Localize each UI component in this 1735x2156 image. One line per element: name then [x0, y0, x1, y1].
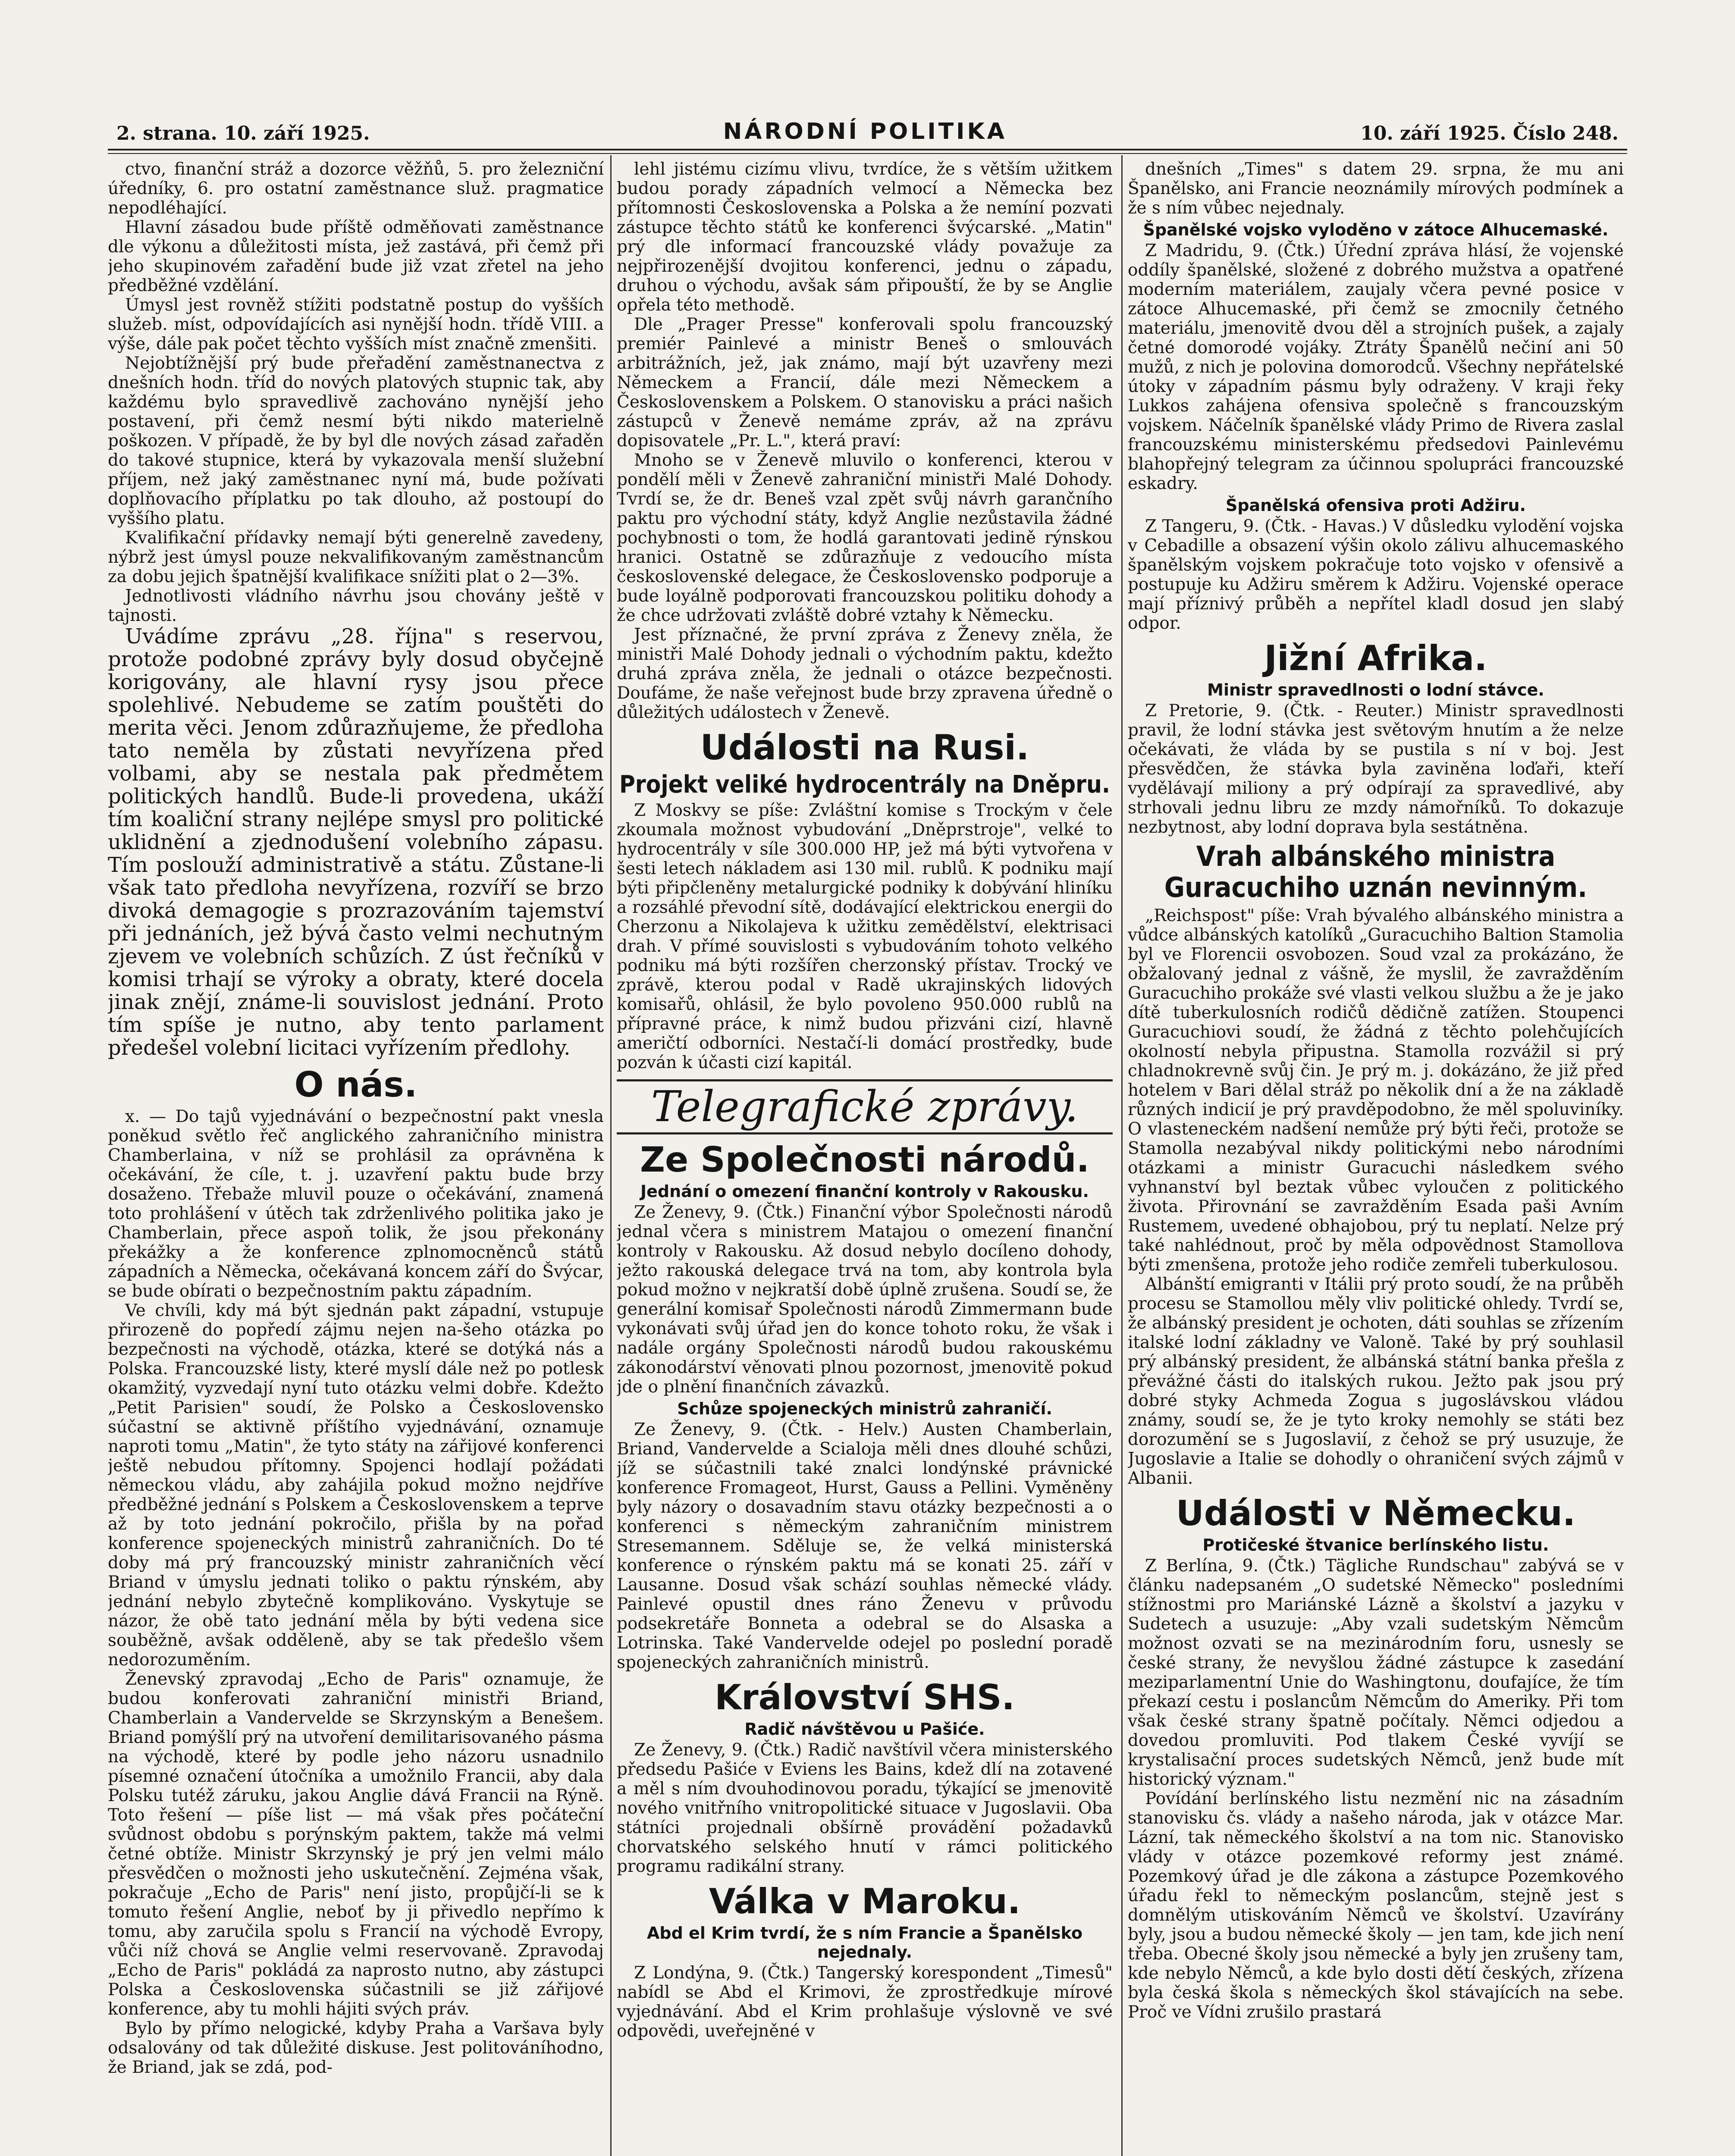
article-paragraph: Nejobtížnější prý bude přeřadění zaměstnanectva z dnešních hodn. tříd do nových platových stupnic tak, aby každému bylo spravedlivě zachováno nynější jeho postavení, při čemž nesmí býti nikdo materielně poškozen. V případě, že by byl dle nových zásad zařaděn do takové stupnice, která by vykazovala menší služební příjem, než jaký zaměstnanec nyní má, bude požívati doplňovacího příplatku po tak dlouho, až postoupí do vyššího platu.: [108, 354, 604, 528]
article-paragraph: Albánští emigranti v Itálii prý proto soudí, že na průběh procesu se Stamollou měly vliv politické ohledy. Tvrdí se, že albánský president je ochoten, dáti souhlas se zřízením italské lodní základny ve Valoně. Také by prý souhlasil prý albánský president, že albánská státní banka přešla z převážné části do italských rukou. Ježto pak jsou prý dobré styky Achmeda Zogua s jugoslávskou vládou známy, soudí se, že je tyto kroky nemohly se státi bez dorozumění se s Jugoslavií, z čehož se prý usuzuje, že Jugoslavie a Italie se dohodly o ohraničení svých zájmů v Albanii.: [1128, 1275, 1624, 1488]
article-paragraph: Z Tangeru, 9. (Čtk. - Havas.) V důsledku vylodění vojska v Cebadille a obsazení výšin okolo zálivu alhucemaského španělským vojskem pokračuje toto vojsko v ofensivě a postupuje ku Adžiru směrem k Adžiru. Vojenské operace mají příznivý průběh a nepřítel kladl dosud jen slabý odpor.: [1128, 517, 1624, 633]
article-paragraph: „Reichspost" píše: Vrah bývalého albánského ministra a vůdce albánských katolíků „Guracuchiho Baltion Stamolia byl ve Florencii osvobozen. Soud vzal za prokázáno, že obžalovaný jednal z vášně, že myslil, že zavražděním Guracuchiho prokáže své vlasti velkou službu a že je jako dítě tuberkulosních rodičů dědičně zatížen. Stoupenci Guracuchiovi soudí, že žádná z těchto polehčujících okolností nebyla připustna. Stamolla rozvážil si prý chladnokrevně svůj čin. Je prý m. j. dokázáno, že již před hotelem v Bari dělal stráž po několik dní a že na základě různých indicií je prý pravděpodobno, že měl spoluviníky. O vlasteneckém nadšení nemůže prý býti řeči, protože se Stamolla nezabýval nikdy politickými nebo národními otázkami a ministr Guracuchi následkem svého vyhnanství byl beztak vůbec vyloučen z politického života. Přirovnání se zavražděním Esada paši Avním Rustemem, uvedené obhajobou, prý tu neplatí. Nelze prý také nahlédnout, proč by měla odpovědnost Stamollova býti zmenšena, protože jeho rodiče zemřeli tuberkulosou.: [1128, 906, 1624, 1275]
section-title-o-nas: O nás.: [294, 1065, 417, 1105]
column-3: [1128, 160, 1624, 2156]
article-paragraph: Jest příznačné, že první zpráva z Ženevy zněla, že ministři Malé Dohody jednali o východním paktu, kdežto druhá zpráva zněla, že jednali o otázce bezpečnosti. Doufáme, že naše veřejnost bude brzy zpravena úředně o důležitých událostech v Ženevě.: [617, 625, 1113, 722]
article-paragraph: Jednotlivosti vládního návrhu jsou chovány ještě v tajnosti.: [108, 586, 604, 625]
article-paragraph: Mnoho se v Ženevě mluvilo o konferenci, kterou v pondělí měli v Ženevě zahraniční ministři Malé Dohody. Tvrdí se, že dr. Beneš vzal zpět svůj návrh garančního paktu pro východní státy, když Anglie nezůstavila žádné pochybnosti o tom, že hodlá garantovati jedině rýnskou hranici. Ostatně se zdůrazňuje z vedoucího místa československé delegace, že Československo podporuje a bude loyálně podporovati francouzskou politiku dohody a že chce udržovati zvláště dobré vztahy k Německu.: [617, 451, 1113, 625]
subheadline-austria-control: Jednání o omezení finanční kontroly v Rakousku.: [640, 1182, 1089, 1201]
column-divider-2: [1121, 155, 1123, 2156]
article-paragraph: Bylo by přímo nelogické, kdyby Praha a Varšava byly odsalovány od tak důležité diskuse. Jest politováníhodno, že Briand, jak se zdá, pod-: [108, 2019, 604, 2077]
page-header: [116, 119, 1619, 144]
section-title-south-africa: Jižní Afrika.: [1264, 638, 1487, 678]
headline-dnepr: Projekt veliké hydrocentrály na Dněpru.: [619, 771, 1111, 799]
section-title-league: Ze Společnosti národů.: [640, 1140, 1090, 1180]
article-paragraph: x. — Do tajů vyjednávání o bezpečnostní pakt vnesla poněkud světlo řeč anglického zahraničního ministra Chamberlaina, v níž se prohlásil za oprávněna k očekávání, že cíle, t. j. uzavření paktu bude brzy dosaženo. Třebaže mluvil pouze o očekávání, znamená toto prohlášení v útěch tak zdrženlivého politika jako je Chamberlain, přece aspoň tolik, že jsou překonány překážky a že konference zplnomocněnců států západních a Německa, očekávaná koncem září do Švýcar, se bude obírati o bezpečnostním paktu západním.: [108, 1107, 604, 1301]
subheadline-alhucemas: Španělské vojsko vyloděno v zátoce Alhucemaské.: [1143, 220, 1609, 239]
subheadline-radic: Radič návštěvou u Pašiće.: [744, 1720, 985, 1739]
article-paragraph: Z Madridu, 9. (Čtk.) Úřední zpráva hlásí, že vojenské oddíly španělské, složené z dobrého mužstva a opatřené moderním materiálem, zaujaly včera pevné posice v zátoce Alhucemaské, při čemž se zmocnily četného materiálu, jmenovitě dvou děl a strojních pušek, a zajaly četné domorodé vojáky. Ztráty Španělů nečiní ani 50 mužů, z nich je polovina domorodců. Všechny nepřátelské útoky v západním pásmu byly odraženy. V kraji řeky Lukkos zahájena ofensiva společně s francouzským vojskem. Náčelník španělské vlády Primo de Rivera zaslal francouzskému ministerskému předsedovi Painlevému blahopřejný telegram za účinnou spolupráci francouzské eskadry.: [1128, 241, 1624, 493]
article-paragraph: Povídání berlínského listu nezmění nic na zásadním stanovisku čs. vlády a našeho národa, jak v otázce Mar. Lázní, tak německého školství a na tom nic. Stanovisko vlády v otázce pozemkové reformy jest známé. Pozemkový úřad je dle zákona a zástupce Pozemkového úřadu řekl to německým poslancům, stejně jest s domnělým utiskováním Němců ve školství. Uzavírány byly, jsou a budou německé školy — jen tam, kde jich není třeba. Obecné školy jsou německé a byly jen zrušeny tam, kde nebylo Němců, a kde bylo dosti dětí českých, zřízena byla česká škola s německých škol stávajících na sebe. Proč ve Vídni zrušilo prastará: [1128, 1789, 1624, 2022]
article-paragraph: Dle „Prager Presse" konferovali spolu francouzský premiér Painlevé a ministr Beneš o smlouvách arbitrážních, jež, jak známo, mají být uzavřeny mezi Německem a Francií, dále mezi Německem a Československem a Polskem. O stanovisku a práci našich zástupců v Ženevě nemáme zpráv, až na zprávu dopisovatele „Pr. L.", která praví:: [617, 315, 1113, 451]
article-paragraph: Ve chvíli, kdy má být sjednán pakt západní, vstupuje přirozeně do popředí zájmu nejen na-šeho otázka po bezpečnosti na východě, otázka, které se dotýká nás a Polska. Francouzské listy, které myslí dále než po potlesk okamžitý, vyzvedají nyní tuto otázku velmi dobře. Kdežto „Petit Parisien" soudí, že Polsko a Československo súčastní se aktivně příštího vyjednávání, oznamuje naproti tomu „Matin", že tyto státy na zářijové konferenci ještě nebudou přítomny. Spojenci hodlají požádati německou vládu, aby zahájila pokud možno nejdříve předběžné jednání s Polskem a Československem a teprve až by toto jednání pokročilo, přišla by na pořad konference spojeneckých ministrů zahraničních. Do té doby má prý francouzský ministr zahraničních věcí Briand v úmyslu jednati toliko o paktu rýnském, aby jednání nebylo zbytečně komplikováno. Vyskytuje se názor, že obě tato jednání měla by býti vedena sice souběžně, avšak odděleně, aby se tak předešlo všem nedorozuměním.: [108, 1301, 604, 1670]
article-paragraph: Ženevský zpravodaj „Echo de Paris" oznamuje, že budou konferovati zahraniční ministři Briand, Chamberlain a Vandervelde se Skrzynským a Benešem. Briand pomýšlí prý na utvoření demilitarisovaného pásma na východě, které by podle jeho názoru usnadnilo písemné označení útočníka a umožnilo Francii, aby dala Polsku tutéž záruku, jakou Anglie dává Francii na Rýně. Toto řešení — píše list — má však přes počáteční svůdnost obdobu s porýnským paktem, takže má velmi četné obtíže. Ministr Skrzynský je prý jen velmi málo přesvědčen o možnosti jeho uskutečnění. Zejména však, pokračuje „Echo de Paris" není jisto, propůjčí-li se k tomuto řešení Anglie, neboť by ji přivedlo nepřímo k tomu, aby zaručila spolu s Francií na východě Evropy, vůči níž chová se Anglie velmi reservovaně. Zpravodaj „Echo de Paris" pokládá za naprosto nutno, aby zástupci Polska a Československa súčastnili se již zářijové konference, aby tu mohli hájiti svých práv.: [108, 1670, 604, 2019]
subheadline-strike: Ministr spravedlnosti o lodní stávce.: [1207, 680, 1544, 699]
article-paragraph: Hlavní zásadou bude příště odměňovati zaměstnance dle výkonu a důležitosti místa, jež zastává, při čemž při jeho skupinovém zařadění bude již vzat zřetel na jeho předběžné vzdělání.: [108, 218, 604, 295]
telegraph-news-banner: Telegrafické zprávy.: [617, 1079, 1113, 1134]
subheadline-berlin-paper: Protičeské štvanice berlínského listu.: [1202, 1536, 1549, 1554]
section-title-morocco: Válka v Maroku.: [709, 1881, 1021, 1921]
article-paragraph: ctvo, finanční stráž a dozorce věžňů, 5. pro železniční úředníky, 6. pro ostatní zaměstnance služ. pragmatice nepodléhající.: [108, 160, 604, 218]
section-title-shs: Království SHS.: [715, 1677, 1015, 1717]
article-paragraph: dnešních „Times" s datem 29. srpna, že mu ani Španělsko, ani Francie neoznámily mírových podmínek a že s ním vůbec nejednaly.: [1128, 160, 1624, 218]
section-title-rus: Události na Rusi.: [700, 727, 1029, 768]
header-issue-number: 10. září 1925. Číslo 248.: [1360, 122, 1619, 144]
article-paragraph: Ze Ženevy, 9. (Čtk. - Helv.) Austen Chamberlain, Briand, Vandervelde a Scialoja měli dnes dlouhé schůzi, jíž se súčastnili také znalci londýnské právnické konference Fromageot, Hurst, Gauss a Pellini. Vyměněny byly názory o dosavadním stavu otázky bezpečnosti a o konferenci s německým zahraničním ministrem Stresemannem. Sděluje se, že velká ministerská konference o rýnském paktu má se konati 25. září v Lausanne. Dosud však schází souhlas německé vlády. Painlevé opustil dnes ráno Ženevu v průvodu podsekretáře Bonneta a odebral se do Alsaska a Lotrinska. Také Vandervelde odejel po poslední poradě spojeneckých zahraničních ministrů.: [617, 1420, 1113, 1672]
subheadline-adzir: Španělská ofensiva proti Adžiru.: [1225, 496, 1526, 515]
header-rule-thin: [108, 153, 1627, 154]
article-paragraph: Z Pretorie, 9. (Čtk. - Reuter.) Ministr spravedlnosti pravil, že lodní stávka jest světovým hnutím a že nelze očekávati, že vláda by se pustila s ní v boj. Jest přesvědčen, že stávka byla zaviněna loďaři, kteří vydělávají miliony a prý odpírají za spravedlivé, aby strhovali jednu libru ze mzdy námořníků. To dokazuje nezbytnost, aby lodní doprava byla sestátněna.: [1128, 701, 1624, 837]
headline-albanian-minister: Vrah albánského ministra Guracuchiho uznán nevinným.: [1164, 841, 1588, 904]
masthead-title: NÁRODNÍ POLITIKA: [723, 119, 1007, 144]
article-paragraph: Kvalifikační přídavky nemají býti generelně zavedeny, nýbrž jest úmysl pouze nekvalifikovaným zaměstnancům za dobu jejich špatnější kvalifikace snížiti plat o 2—3%.: [108, 528, 604, 586]
header-rule: [108, 149, 1627, 150]
article-paragraph: Ze Ženevy, 9. (Čtk.) Radič navštívil včera ministerského předsedu Pašiće v Eviens les Bains, kdež dlí na zotavené a měl s ním dvouhodinovou poradu, týkající se jmenovitě nového vnitřního vnitropolitické situace v Jugoslavii. Oba státníci projednali obšírně provádění požadavků chorvatského selského hnutí v rámci politického programu radikální strany.: [617, 1740, 1113, 1876]
subheadline-abd-el-krim: Abd el Krim tvrdí, že s ním Francie a Španělsko nejednaly.: [647, 1924, 1082, 1962]
subheadline-allied-ministers: Schůze spojeneckých ministrů zahraničí.: [677, 1399, 1052, 1418]
article-paragraph: Úmysl jest rovněž stížiti podstatně postup do vyšších služeb. míst, odpovídajících asi nynější hodn. třídě VIII. a výše, dále pak počet těchto vyšších míst značně zmenšiti.: [108, 295, 604, 354]
section-title-germany: Události v Německu.: [1176, 1493, 1576, 1533]
article-paragraph: Z Londýna, 9. (Čtk.) Tangerský korespondent „Timesů" nabídl se Abd el Krimovi, že zprostředkuje mírové vyjednávání. Abd el Krim prohlašuje výslovně ve své odpovědi, uveřejněné v: [617, 1963, 1113, 2041]
article-paragraph: Z Moskvy se píše: Zvláštní komise s Trockým v čele zkoumala možnost vybudování „Dněprstroje", velké to hydrocentrály v síle 300.000 HP, jež má býti vytvořena v šesti letech nákladem asi 130 mil. rublů. K podniku mají býti připčleněny metalurgické podniky k dobývání hliníku a rozsáhlé převodní sítě, dodávající elektrickou energii do Cherzonu a Nikolajeva k užitku zemědělství, elektrisaci drah. V přímé souvislosti s vybudováním tohoto velkého podniku má býti rozšířen cherzonský přístav. Trocký ve zprávě, kterou podal v Radě ukrajinských lidových komisařů, ohlásil, že bylo povoleno 950.000 rublů na přípravné práce, k nimž budou přizváni cizí, hlavně američtí odborníci. Nestačí-li domácí prostředky, bude pozván k účasti cizí kapitál.: [617, 801, 1113, 1072]
column-1: [108, 160, 604, 2156]
header-page-date: 2. strana. 10. září 1925.: [116, 122, 370, 144]
article-paragraph: Z Berlína, 9. (Čtk.) Tägliche Rundschau" zabývá se v článku nadepsaném „O sudetské Německo" posledními stížnostmi pro Mariánské Lázně a školství a jazyku v Sudetech a usuzuje: „Aby vzali sudetským Němcům možnost ozvati se na mezinárodním foru, usnesly se české strany, že nevyšlou žádné zástupce k zasedání meziparlamentní Unie do Washingtonu, doufajíce, že tím překazí cestu i poslancům Němcům do Ameriky. Při tom však české strany špatně počítaly. Němci odjedou a dovedou promluviti. Pod tlakem České vyvíjí se krystalisační proces sudetských Němců, jenž bude mít historický význam.": [1128, 1556, 1624, 1789]
article-paragraph: lehl jistému cizímu vlivu, tvrdíce, že s větším užitkem budou porady západních velmocí a Německa bez přítomnosti Československa a Polska a že nemíní pozvati zástupce těchto států ke konferenci švýcarské. „Matin" prý dle informací francouzské vlády považuje za nejpřirozenější dvojitou konferenci, jednu o západu, druhou o východu, avšak sám připouští, že by se Anglie opřela této methodě.: [617, 160, 1113, 315]
column-divider-1: [610, 155, 612, 2156]
column-2: [617, 160, 1113, 2156]
commentary-paragraph: Uvádíme zprávu „28. října" s reservou, protože podobné zprávy byly dosud obyčejně korigovány, ale hlavní rysy jsou přece spolehlivé. Nebudeme se zatím pouštěti do merita věci. Jenom zdůrazňujeme, že předloha tato neměla by zůstati nevyřízena před volbami, aby se nestala pak předmětem politických handlů. Bude-li provedena, ukáží tím koaliční strany nejlépe smysl pro politické uklidnění a zjednodušení volebního zápasu. Tím poslouží administrativě a státu. Zůstane-li však tato předloha nevyřízena, rozvíří se brzo divoká demagogie s prozrazováním tajemství při jednáních, jež bývá často velmi nechutným zjevem ve volebních schůzích. Z úst řečníků v komisi trhají se výroky a obraty, které docela jinak znějí, známe-li souvislost jednání. Proto tím spíše je nutno, aby tento parlament předešel volební licitaci vyřízením předlohy.: [108, 624, 604, 1060]
article-paragraph: Ze Ženevy, 9. (Čtk.) Finanční výbor Společnosti národů jednal včera s ministrem Matajou o omezení finanční kontroly v Rakousku. Až dosud nebylo docíleno dohody, ježto rakouská delegace trvá na tom, aby kontrola byla pokud možno v nejkratší době úplně zrušena. Soudí se, že generální komisař Společnosti národů Zimmermann bude vykonávati svůj úřad jen do konce tohoto roku, že však i nadále orgány Společnosti národů budou rakouskému zákonodárství věnovati plnou pozornost, jmenovitě pokud jde o plnění finančních závazků.: [617, 1203, 1113, 1397]
